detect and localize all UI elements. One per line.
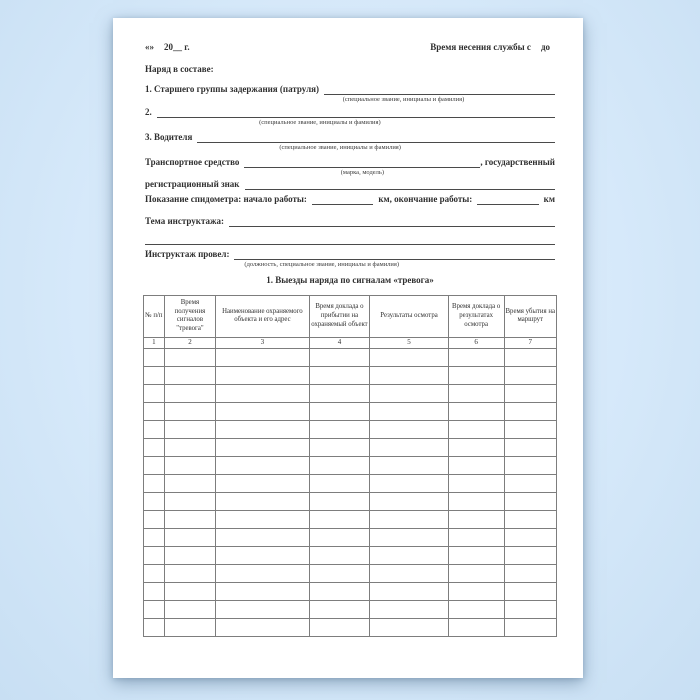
odometer-line bbox=[145, 192, 555, 205]
empty-cell bbox=[309, 420, 370, 438]
odometer-label: Показание спидометра: начало работы: bbox=[145, 194, 307, 204]
empty-cell bbox=[309, 492, 370, 510]
empty-cell bbox=[309, 402, 370, 420]
empty-cell bbox=[370, 510, 448, 528]
empty-cell bbox=[216, 600, 309, 618]
odometer-start-blank bbox=[312, 194, 373, 205]
empty-cell bbox=[504, 474, 556, 492]
empty-cell bbox=[448, 492, 504, 510]
empty-cell bbox=[144, 384, 165, 402]
empty-cell bbox=[164, 438, 216, 456]
empty-cell bbox=[164, 456, 216, 474]
briefing-topic-continuation-blank bbox=[145, 234, 555, 245]
table-row bbox=[144, 618, 557, 636]
member1-label: 1. Старшего группы задержания (патруля) bbox=[145, 84, 319, 94]
empty-cell bbox=[164, 618, 216, 636]
duty-to-label: до bbox=[540, 42, 550, 52]
empty-cell bbox=[370, 402, 448, 420]
composition-header: Наряд в составе: bbox=[145, 64, 214, 74]
empty-cell bbox=[370, 366, 448, 384]
empty-cell bbox=[144, 510, 165, 528]
alarm-table-number-row bbox=[144, 337, 557, 348]
table-row bbox=[144, 510, 557, 528]
member3-caption: (специальное звание, инициалы и фамилия) bbox=[279, 144, 401, 151]
empty-cell bbox=[370, 528, 448, 546]
member1-line bbox=[145, 82, 555, 103]
empty-cell bbox=[144, 618, 165, 636]
vehicle-suffix: , государственный bbox=[480, 157, 555, 167]
alarm-table bbox=[143, 295, 557, 637]
column-number-cell: 4 bbox=[309, 337, 370, 348]
empty-cell bbox=[216, 456, 309, 474]
empty-cell bbox=[370, 420, 448, 438]
vehicle-blank bbox=[244, 157, 480, 176]
empty-cell bbox=[164, 348, 216, 366]
empty-cell bbox=[448, 348, 504, 366]
empty-cell bbox=[370, 348, 448, 366]
empty-cell bbox=[370, 384, 448, 402]
table-row bbox=[144, 384, 557, 402]
member3-label: 3. Водителя bbox=[145, 132, 193, 142]
empty-cell bbox=[309, 546, 370, 564]
empty-cell bbox=[448, 456, 504, 474]
empty-cell bbox=[216, 618, 309, 636]
composition-header-line bbox=[145, 62, 555, 75]
empty-cell bbox=[216, 492, 309, 510]
member3-line bbox=[145, 130, 555, 151]
empty-cell bbox=[504, 456, 556, 474]
table-row bbox=[144, 366, 557, 384]
empty-cell bbox=[504, 348, 556, 366]
empty-cell bbox=[504, 402, 556, 420]
briefing-topic-line bbox=[145, 214, 555, 227]
date-quote-open: « bbox=[145, 42, 150, 52]
vehicle-line bbox=[145, 155, 555, 176]
table-row bbox=[144, 600, 557, 618]
empty-cell bbox=[448, 564, 504, 582]
empty-cell bbox=[144, 438, 165, 456]
column-header: Время получения сигналов "тревога" bbox=[164, 296, 216, 338]
empty-cell bbox=[144, 528, 165, 546]
empty-cell bbox=[164, 564, 216, 582]
table-row bbox=[144, 420, 557, 438]
empty-cell bbox=[370, 492, 448, 510]
date-duty-line bbox=[145, 40, 555, 53]
empty-cell bbox=[448, 420, 504, 438]
column-number-cell: 5 bbox=[370, 337, 448, 348]
empty-cell bbox=[370, 456, 448, 474]
empty-cell bbox=[448, 600, 504, 618]
empty-cell bbox=[504, 510, 556, 528]
empty-cell bbox=[504, 492, 556, 510]
empty-cell bbox=[144, 582, 165, 600]
date-year-label: 20__ г. bbox=[164, 42, 190, 52]
odometer-mid-label: км, окончание работы: bbox=[378, 194, 473, 204]
empty-cell bbox=[448, 528, 504, 546]
date-quote-close: » bbox=[149, 42, 154, 52]
empty-cell bbox=[164, 528, 216, 546]
empty-cell bbox=[370, 438, 448, 456]
table-row bbox=[144, 474, 557, 492]
empty-cell bbox=[309, 384, 370, 402]
empty-cell bbox=[370, 474, 448, 492]
empty-cell bbox=[309, 528, 370, 546]
empty-cell bbox=[144, 474, 165, 492]
registration-line bbox=[145, 177, 555, 190]
empty-cell bbox=[448, 402, 504, 420]
empty-cell bbox=[144, 564, 165, 582]
empty-cell bbox=[164, 582, 216, 600]
empty-cell bbox=[309, 456, 370, 474]
odometer-end-label: км bbox=[543, 194, 555, 204]
empty-cell bbox=[504, 618, 556, 636]
member1-caption: (специальное звание, инициалы и фамилия) bbox=[342, 96, 465, 103]
column-number-cell: 3 bbox=[216, 337, 309, 348]
empty-cell bbox=[309, 618, 370, 636]
empty-cell bbox=[216, 438, 309, 456]
empty-cell bbox=[370, 582, 448, 600]
empty-cell bbox=[309, 582, 370, 600]
column-header: Результаты осмотра bbox=[370, 296, 448, 338]
briefing-topic-blank bbox=[229, 216, 555, 227]
column-header: Наименование охраняемого объекта и его адрес bbox=[216, 296, 309, 338]
briefing-conductor-label: Инструктаж провел: bbox=[145, 249, 230, 259]
column-header: Время убытия на маршрут bbox=[504, 296, 556, 338]
briefing-conductor-blank bbox=[234, 249, 555, 268]
empty-cell bbox=[144, 402, 165, 420]
empty-cell bbox=[144, 492, 165, 510]
empty-cell bbox=[448, 474, 504, 492]
table-row bbox=[144, 528, 557, 546]
member2-line bbox=[145, 105, 555, 126]
empty-cell bbox=[216, 402, 309, 420]
column-header: Время доклада о прибытии на охраняемый объект bbox=[309, 296, 370, 338]
empty-cell bbox=[216, 564, 309, 582]
empty-cell bbox=[216, 546, 309, 564]
empty-cell bbox=[144, 366, 165, 384]
empty-cell bbox=[309, 564, 370, 582]
table-row bbox=[144, 582, 557, 600]
table-row bbox=[144, 564, 557, 582]
column-number-cell: 1 bbox=[144, 337, 165, 348]
alarm-table-body bbox=[144, 337, 557, 636]
empty-cell bbox=[309, 366, 370, 384]
empty-cell bbox=[164, 492, 216, 510]
empty-cell bbox=[448, 438, 504, 456]
vehicle-caption: (марка, модель) bbox=[340, 169, 385, 176]
empty-cell bbox=[144, 546, 165, 564]
column-header: Время доклада о результатах осмотра bbox=[448, 296, 504, 338]
empty-cell bbox=[504, 600, 556, 618]
empty-cell bbox=[144, 348, 165, 366]
empty-cell bbox=[448, 546, 504, 564]
empty-cell bbox=[144, 420, 165, 438]
vehicle-label: Транспортное средство bbox=[145, 157, 240, 167]
empty-cell bbox=[164, 600, 216, 618]
empty-cell bbox=[164, 402, 216, 420]
empty-cell bbox=[164, 420, 216, 438]
briefing-topic-label: Тема инструктажа: bbox=[145, 216, 224, 226]
briefing-topic-continuation-line bbox=[145, 232, 555, 245]
empty-cell bbox=[448, 618, 504, 636]
odometer-end-blank bbox=[477, 194, 538, 205]
empty-cell bbox=[216, 348, 309, 366]
empty-cell bbox=[448, 582, 504, 600]
empty-cell bbox=[216, 510, 309, 528]
form-document-page bbox=[113, 18, 583, 678]
column-header: № п/п bbox=[144, 296, 165, 338]
duty-time-group bbox=[430, 41, 555, 53]
empty-cell bbox=[216, 384, 309, 402]
empty-cell bbox=[448, 384, 504, 402]
empty-cell bbox=[164, 510, 216, 528]
empty-cell bbox=[448, 510, 504, 528]
member2-caption: (специальное звание, инициалы и фамилия) bbox=[259, 119, 381, 126]
table-row bbox=[144, 456, 557, 474]
date-group bbox=[145, 41, 190, 53]
briefing-conductor-line bbox=[145, 247, 555, 268]
member3-blank bbox=[197, 132, 555, 151]
column-number-cell: 6 bbox=[448, 337, 504, 348]
briefing-conductor-caption: (должность, специальное звание, инициалы и фамилия) bbox=[244, 261, 400, 268]
table-row bbox=[144, 438, 557, 456]
table-row bbox=[144, 546, 557, 564]
table-row bbox=[144, 492, 557, 510]
registration-blank bbox=[245, 179, 556, 190]
empty-cell bbox=[164, 474, 216, 492]
empty-cell bbox=[309, 510, 370, 528]
alarm-table-title: 1. Выезды наряда по сигналам «тревога» bbox=[266, 275, 434, 285]
empty-cell bbox=[216, 474, 309, 492]
duty-time-label: Время несения службы с bbox=[430, 42, 531, 52]
empty-cell bbox=[144, 456, 165, 474]
empty-cell bbox=[504, 384, 556, 402]
member1-blank bbox=[324, 84, 555, 103]
column-number-cell: 7 bbox=[504, 337, 556, 348]
empty-cell bbox=[216, 528, 309, 546]
empty-cell bbox=[216, 582, 309, 600]
empty-cell bbox=[370, 618, 448, 636]
registration-label: регистрационный знак bbox=[145, 179, 240, 189]
empty-cell bbox=[216, 420, 309, 438]
empty-cell bbox=[504, 582, 556, 600]
column-number-cell: 2 bbox=[164, 337, 216, 348]
empty-cell bbox=[309, 348, 370, 366]
empty-cell bbox=[164, 384, 216, 402]
empty-cell bbox=[504, 366, 556, 384]
member2-blank bbox=[157, 107, 555, 126]
empty-cell bbox=[504, 438, 556, 456]
empty-cell bbox=[164, 366, 216, 384]
empty-cell bbox=[309, 600, 370, 618]
empty-cell bbox=[370, 546, 448, 564]
empty-cell bbox=[144, 600, 165, 618]
table-row bbox=[144, 402, 557, 420]
alarm-table-header-row bbox=[144, 296, 557, 338]
table-row bbox=[144, 348, 557, 366]
empty-cell bbox=[504, 420, 556, 438]
empty-cell bbox=[309, 438, 370, 456]
member2-label: 2. bbox=[145, 107, 152, 117]
empty-cell bbox=[504, 528, 556, 546]
empty-cell bbox=[216, 366, 309, 384]
empty-cell bbox=[504, 546, 556, 564]
empty-cell bbox=[164, 546, 216, 564]
empty-cell bbox=[504, 564, 556, 582]
empty-cell bbox=[370, 564, 448, 582]
empty-cell bbox=[309, 474, 370, 492]
empty-cell bbox=[448, 366, 504, 384]
empty-cell bbox=[370, 600, 448, 618]
